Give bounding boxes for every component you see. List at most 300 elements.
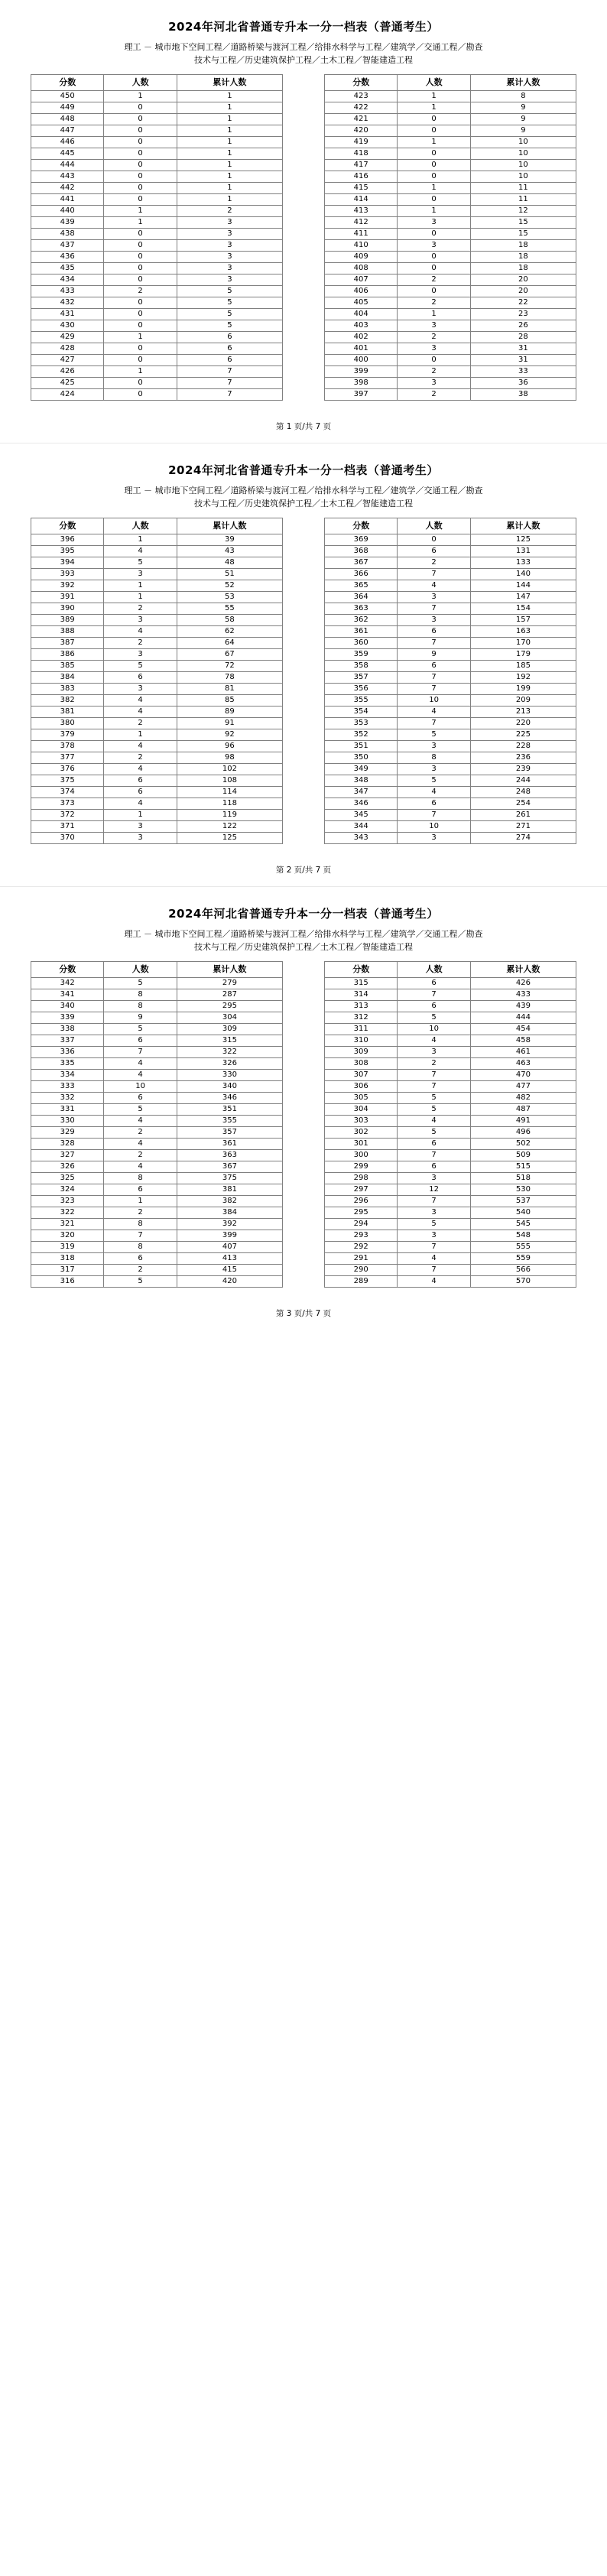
cell-count: 3 (104, 615, 177, 626)
cell-count: 4 (398, 787, 470, 798)
table-row (31, 183, 283, 194)
cell-count: 6 (104, 775, 177, 787)
table-row (31, 833, 283, 844)
cell-score: 436 (31, 252, 104, 263)
table-row (325, 764, 576, 775)
table-row (325, 1024, 576, 1035)
cell-count: 0 (398, 286, 470, 297)
cell-cumulative: 10 (470, 137, 576, 148)
cell-cumulative: 157 (470, 615, 576, 626)
cell-cumulative: 254 (470, 798, 576, 810)
cell-score: 292 (325, 1242, 398, 1253)
table-row (325, 114, 576, 125)
cell-count: 7 (398, 1081, 470, 1093)
cell-count: 0 (104, 194, 177, 206)
cell-cumulative: 122 (177, 821, 282, 833)
subtitle-line-1: 理工 － 城市地下空间工程／道路桥梁与渡河工程／给排水科学与工程／建筑学／交通工程／勘查 (124, 486, 483, 495)
score-distribution-table-right (324, 74, 576, 401)
cell-count: 7 (104, 1047, 177, 1058)
table-row (325, 125, 576, 137)
cell-cumulative: 18 (470, 240, 576, 252)
cell-score: 433 (31, 286, 104, 297)
table-row (31, 1265, 283, 1276)
cell-cumulative: 179 (470, 649, 576, 661)
cell-score: 349 (325, 764, 398, 775)
cell-score: 301 (325, 1139, 398, 1150)
cell-score: 403 (325, 320, 398, 332)
cell-score: 448 (31, 114, 104, 125)
table-row (31, 810, 283, 821)
table-row (31, 252, 283, 263)
cell-score: 381 (31, 707, 104, 718)
cell-count: 7 (398, 1242, 470, 1253)
cell-score: 355 (325, 695, 398, 707)
cell-count: 0 (104, 229, 177, 240)
cell-score: 290 (325, 1265, 398, 1276)
table-row (325, 810, 576, 821)
cell-count: 4 (104, 1070, 177, 1081)
table-row (325, 1253, 576, 1265)
page (0, 0, 607, 443)
cell-cumulative: 67 (177, 649, 282, 661)
table-row (31, 1127, 283, 1139)
table-row (325, 1184, 576, 1196)
cell-count: 7 (104, 1230, 177, 1242)
cell-score: 362 (325, 615, 398, 626)
column-header-cumulative: 累计人数 (470, 75, 576, 91)
cell-score: 297 (325, 1184, 398, 1196)
cell-count: 0 (104, 240, 177, 252)
cell-count: 2 (398, 332, 470, 343)
cell-cumulative: 11 (470, 194, 576, 206)
table-row (325, 592, 576, 603)
cell-cumulative: 118 (177, 798, 282, 810)
cell-score: 438 (31, 229, 104, 240)
cell-score: 347 (325, 787, 398, 798)
cell-count: 0 (398, 355, 470, 366)
cell-score: 293 (325, 1230, 398, 1242)
table-row (325, 775, 576, 787)
cell-cumulative: 239 (470, 764, 576, 775)
table-row (325, 1035, 576, 1047)
cell-score: 359 (325, 649, 398, 661)
cell-score: 423 (325, 91, 398, 102)
cell-cumulative: 537 (470, 1196, 576, 1207)
cell-score: 426 (31, 366, 104, 378)
cell-cumulative: 420 (177, 1276, 282, 1288)
cell-score: 342 (31, 978, 104, 989)
cell-count: 0 (104, 125, 177, 137)
cell-score: 398 (325, 378, 398, 389)
cell-cumulative: 18 (470, 263, 576, 274)
cell-score: 367 (325, 557, 398, 569)
cell-cumulative: 295 (177, 1001, 282, 1012)
cell-count: 2 (398, 366, 470, 378)
cell-count: 2 (398, 389, 470, 401)
table-row (325, 1081, 576, 1093)
cell-score: 323 (31, 1196, 104, 1207)
cell-cumulative: 7 (177, 378, 282, 389)
cell-score: 420 (325, 125, 398, 137)
cell-cumulative: 367 (177, 1161, 282, 1173)
cell-count: 5 (398, 1219, 470, 1230)
table-row (325, 389, 576, 401)
page (0, 443, 607, 886)
cell-score: 400 (325, 355, 398, 366)
cell-score: 444 (31, 160, 104, 171)
table-row (325, 309, 576, 320)
cell-cumulative: 261 (470, 810, 576, 821)
cell-cumulative: 1 (177, 148, 282, 160)
cell-cumulative: 502 (470, 1139, 576, 1150)
cell-cumulative: 131 (470, 546, 576, 557)
cell-score: 328 (31, 1139, 104, 1150)
cell-count: 1 (104, 332, 177, 343)
table-row (31, 343, 283, 355)
table-row (31, 1081, 283, 1093)
cell-score: 396 (31, 534, 104, 546)
cell-cumulative: 5 (177, 297, 282, 309)
table-row (325, 1070, 576, 1081)
cell-cumulative: 363 (177, 1150, 282, 1161)
cell-count: 5 (104, 557, 177, 569)
table-row (31, 1184, 283, 1196)
table-row (325, 695, 576, 707)
table-row (31, 1253, 283, 1265)
cell-score: 418 (325, 148, 398, 160)
table-row (325, 707, 576, 718)
cell-score: 410 (325, 240, 398, 252)
cell-score: 296 (325, 1196, 398, 1207)
cell-cumulative: 407 (177, 1242, 282, 1253)
cell-score: 343 (325, 833, 398, 844)
cell-cumulative: 454 (470, 1024, 576, 1035)
table-row (325, 229, 576, 240)
cell-cumulative: 518 (470, 1173, 576, 1184)
table-row (325, 1173, 576, 1184)
cell-count: 4 (104, 1161, 177, 1173)
table-row (31, 1001, 283, 1012)
cell-count: 3 (398, 615, 470, 626)
table-row (325, 1116, 576, 1127)
cell-score: 317 (31, 1265, 104, 1276)
table-row (325, 1012, 576, 1024)
cell-score: 305 (325, 1093, 398, 1104)
score-distribution-table-left (31, 961, 283, 1288)
cell-cumulative: 566 (470, 1265, 576, 1276)
cell-cumulative: 491 (470, 1116, 576, 1127)
table-row (325, 1058, 576, 1070)
cell-count: 4 (398, 1116, 470, 1127)
cell-score: 402 (325, 332, 398, 343)
table-row (325, 274, 576, 286)
right-table-wrapper (324, 74, 576, 401)
cell-count: 4 (398, 1035, 470, 1047)
table-row (31, 274, 283, 286)
column-header-score: 分数 (325, 962, 398, 978)
table-row (31, 695, 283, 707)
column-header-cumulative: 累计人数 (177, 518, 282, 534)
table-row (31, 194, 283, 206)
cell-cumulative: 133 (470, 557, 576, 569)
cell-count: 2 (398, 1058, 470, 1070)
cell-cumulative: 33 (470, 366, 576, 378)
table-row (325, 320, 576, 332)
cell-count: 7 (398, 672, 470, 684)
cell-cumulative: 140 (470, 569, 576, 580)
cell-cumulative: 81 (177, 684, 282, 695)
cell-count: 10 (398, 695, 470, 707)
cell-count: 5 (398, 1127, 470, 1139)
cell-cumulative: 78 (177, 672, 282, 684)
table-row (325, 603, 576, 615)
table-row (325, 252, 576, 263)
table-row (325, 332, 576, 343)
cell-count: 4 (398, 1276, 470, 1288)
cell-cumulative: 3 (177, 229, 282, 240)
cell-count: 3 (398, 833, 470, 844)
cell-count: 0 (104, 263, 177, 274)
cell-count: 3 (398, 378, 470, 389)
cell-score: 352 (325, 729, 398, 741)
table-row (325, 672, 576, 684)
cell-cumulative: 11 (470, 183, 576, 194)
cell-count: 3 (398, 1173, 470, 1184)
table-row (325, 355, 576, 366)
table-row (31, 332, 283, 343)
table-row (31, 297, 283, 309)
table-header-row (31, 518, 283, 534)
table-row (325, 1276, 576, 1288)
table-row (31, 137, 283, 148)
cell-cumulative: 209 (470, 695, 576, 707)
cell-cumulative: 9 (470, 125, 576, 137)
cell-cumulative: 351 (177, 1104, 282, 1116)
cell-cumulative: 545 (470, 1219, 576, 1230)
cell-count: 6 (398, 978, 470, 989)
cell-count: 12 (398, 1184, 470, 1196)
tables-container (31, 961, 576, 1288)
cell-count: 6 (398, 626, 470, 638)
cell-score: 351 (325, 741, 398, 752)
cell-score: 379 (31, 729, 104, 741)
cell-cumulative: 357 (177, 1127, 282, 1139)
major-group-subtitle (31, 41, 576, 67)
table-row (31, 1276, 283, 1288)
cell-cumulative: 461 (470, 1047, 576, 1058)
cell-count: 2 (104, 1265, 177, 1276)
cell-cumulative: 463 (470, 1058, 576, 1070)
cell-score: 383 (31, 684, 104, 695)
cell-score: 387 (31, 638, 104, 649)
cell-cumulative: 413 (177, 1253, 282, 1265)
page-footer: 第 1 页/共 7 页 (275, 422, 332, 431)
cell-count: 4 (104, 741, 177, 752)
cell-score: 295 (325, 1207, 398, 1219)
cell-count: 3 (398, 764, 470, 775)
cell-cumulative: 1 (177, 171, 282, 183)
table-row (325, 557, 576, 569)
cell-score: 428 (31, 343, 104, 355)
cell-count: 1 (398, 91, 470, 102)
cell-count: 2 (104, 603, 177, 615)
cell-score: 380 (31, 718, 104, 729)
cell-score: 319 (31, 1242, 104, 1253)
cell-score: 407 (325, 274, 398, 286)
cell-cumulative: 26 (470, 320, 576, 332)
table-row (31, 240, 283, 252)
cell-cumulative: 62 (177, 626, 282, 638)
cell-cumulative: 392 (177, 1219, 282, 1230)
cell-count: 1 (398, 102, 470, 114)
cell-score: 312 (325, 1012, 398, 1024)
cell-cumulative: 89 (177, 707, 282, 718)
table-row (325, 206, 576, 217)
table-row (31, 1230, 283, 1242)
cell-count: 0 (104, 148, 177, 160)
table-row (31, 1196, 283, 1207)
table-row (31, 1104, 283, 1116)
cell-count: 8 (104, 1242, 177, 1253)
cell-cumulative: 287 (177, 989, 282, 1001)
cell-score: 446 (31, 137, 104, 148)
cell-count: 7 (398, 810, 470, 821)
table-row (325, 297, 576, 309)
cell-count: 2 (398, 557, 470, 569)
cell-count: 6 (398, 661, 470, 672)
cell-count: 0 (398, 263, 470, 274)
cell-count: 1 (104, 580, 177, 592)
table-row (31, 309, 283, 320)
cell-count: 1 (104, 592, 177, 603)
cell-count: 6 (104, 1253, 177, 1265)
cell-score: 330 (31, 1116, 104, 1127)
cell-count: 4 (104, 695, 177, 707)
cell-cumulative: 38 (470, 389, 576, 401)
cell-count: 3 (398, 741, 470, 752)
cell-cumulative: 22 (470, 297, 576, 309)
cell-cumulative: 340 (177, 1081, 282, 1093)
cell-score: 417 (325, 160, 398, 171)
cell-score: 415 (325, 183, 398, 194)
table-row (325, 615, 576, 626)
table-row (325, 1242, 576, 1253)
cell-cumulative: 274 (470, 833, 576, 844)
table-row (31, 1070, 283, 1081)
cell-cumulative: 220 (470, 718, 576, 729)
page (0, 886, 607, 1330)
cell-score: 401 (325, 343, 398, 355)
cell-cumulative: 1 (177, 160, 282, 171)
table-row (325, 626, 576, 638)
cell-cumulative: 399 (177, 1230, 282, 1242)
subtitle-line-2: 技术与工程／历史建筑保护工程／土木工程／智能建造工程 (194, 55, 413, 65)
cell-cumulative: 85 (177, 695, 282, 707)
table-row (325, 1127, 576, 1139)
table-row (325, 1219, 576, 1230)
cell-score: 302 (325, 1127, 398, 1139)
cell-count: 1 (104, 91, 177, 102)
table-row (31, 217, 283, 229)
table-row (31, 320, 283, 332)
cell-score: 441 (31, 194, 104, 206)
cell-cumulative: 170 (470, 638, 576, 649)
cell-score: 405 (325, 297, 398, 309)
table-row (31, 171, 283, 183)
cell-score: 447 (31, 125, 104, 137)
table-row (31, 366, 283, 378)
cell-score: 445 (31, 148, 104, 160)
column-header-score: 分数 (325, 518, 398, 534)
cell-count: 5 (398, 729, 470, 741)
cell-score: 382 (31, 695, 104, 707)
table-row (325, 148, 576, 160)
table-row (325, 661, 576, 672)
subtitle-line-1: 理工 － 城市地下空间工程／道路桥梁与渡河工程／给排水科学与工程／建筑学／交通工程／勘查 (124, 929, 483, 939)
cell-score: 365 (325, 580, 398, 592)
table-row (31, 91, 283, 102)
cell-score: 307 (325, 1070, 398, 1081)
cell-count: 7 (398, 569, 470, 580)
cell-cumulative: 6 (177, 343, 282, 355)
table-row (31, 1035, 283, 1047)
cell-score: 440 (31, 206, 104, 217)
cell-score: 406 (325, 286, 398, 297)
table-row (31, 626, 283, 638)
table-row (325, 580, 576, 592)
cell-cumulative: 1 (177, 137, 282, 148)
table-row (31, 615, 283, 626)
cell-score: 411 (325, 229, 398, 240)
cell-cumulative: 23 (470, 309, 576, 320)
table-row (31, 263, 283, 274)
cell-count: 0 (104, 274, 177, 286)
cell-cumulative: 515 (470, 1161, 576, 1173)
cell-score: 373 (31, 798, 104, 810)
table-row (325, 787, 576, 798)
cell-count: 5 (104, 661, 177, 672)
cell-count: 10 (398, 821, 470, 833)
cell-count: 3 (398, 320, 470, 332)
table-row (31, 1093, 283, 1104)
cell-cumulative: 470 (470, 1070, 576, 1081)
cell-score: 435 (31, 263, 104, 274)
column-header-cumulative: 累计人数 (470, 518, 576, 534)
table-row (325, 833, 576, 844)
table-row (31, 557, 283, 569)
cell-cumulative: 39 (177, 534, 282, 546)
cell-score: 326 (31, 1161, 104, 1173)
column-header-count: 人数 (104, 962, 177, 978)
cell-cumulative: 304 (177, 1012, 282, 1024)
table-row (31, 1150, 283, 1161)
cell-count: 2 (104, 718, 177, 729)
table-header-row (325, 518, 576, 534)
cell-cumulative: 98 (177, 752, 282, 764)
cell-score: 372 (31, 810, 104, 821)
cell-score: 389 (31, 615, 104, 626)
cell-cumulative: 114 (177, 787, 282, 798)
column-header-cumulative: 累计人数 (177, 75, 282, 91)
column-header-count: 人数 (398, 75, 470, 91)
cell-cumulative: 55 (177, 603, 282, 615)
cell-count: 2 (104, 286, 177, 297)
tables-container (31, 518, 576, 844)
table-row (31, 1116, 283, 1127)
table-row (325, 160, 576, 171)
cell-cumulative: 3 (177, 274, 282, 286)
cell-count: 3 (104, 649, 177, 661)
